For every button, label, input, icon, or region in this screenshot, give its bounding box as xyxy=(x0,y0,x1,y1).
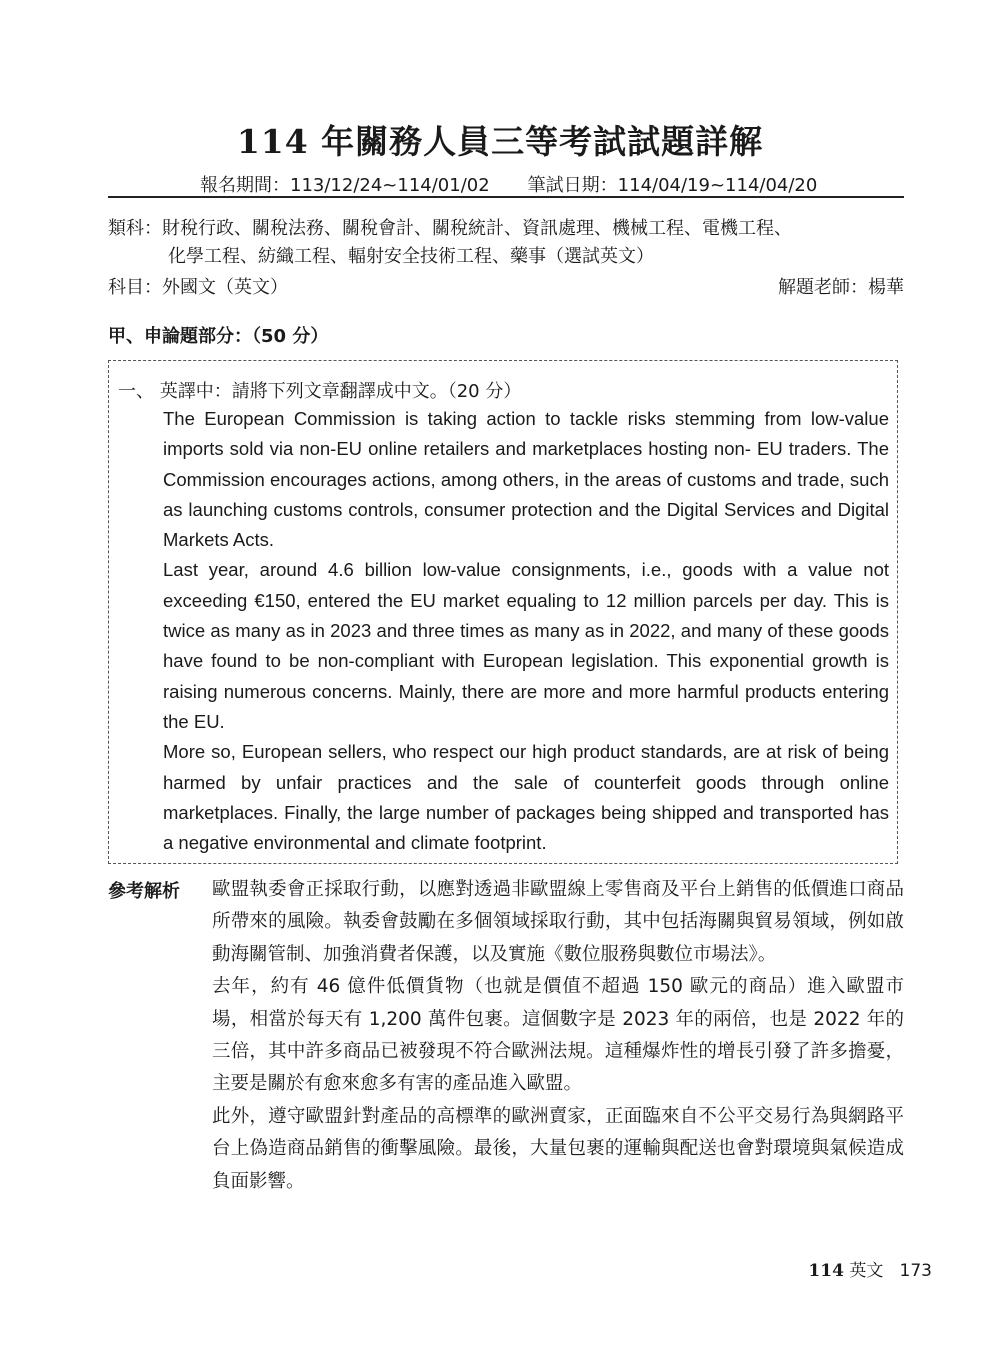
answer-paragraph: 歐盟執委會正採取行動，以應對透過非歐盟線上零售商及平台上銷售的低價進口商品所帶來的風險。執委會鼓勵在多個領域採取行動，其中包括海關與貿易領域，例如啟動海關管制、加強消費者保護，以及實施《數位服務與數位市場法》。 xyxy=(212,879,904,965)
page-footer xyxy=(808,1256,932,1281)
category-line-2: 化學工程、紡織工程、輻射安全技術工程、藥事（選試英文） xyxy=(168,246,654,267)
page-number: 173 xyxy=(899,1261,932,1281)
answer-text xyxy=(212,874,904,1198)
subject-label: 科目：外國文（英文） xyxy=(108,277,288,298)
written-exam-dates: 筆試日期：114/04/19~114/04/20 xyxy=(527,175,818,196)
question-paragraph: Last year, around 4.6 billion low-value consignments, i.e., goods with a value not exceeding €150, entered the EU market equaling to 12 million parcels per day. This is twice as many as in 2023 and three times as many as in 2022, and many of these goods have found to be non-compliant with European legislation. This exponential growth is raising numerous concerns. Mainly, there are more and more harmful products entering the EU. xyxy=(163,559,889,732)
registration-period: 報名期間：113/12/24~114/01/02 xyxy=(200,175,490,196)
answer-paragraph: 此外，遵守歐盟針對產品的高標準的歐洲賣家，正面臨來自不公平交易行為與網路平台上偽造商品銷售的衝擊風險。最後，大量包裹的運輸與配送也會對環境與氣候造成負面影響。 xyxy=(212,1105,904,1192)
page-title: 114 年關務人員三等考試試題詳解 xyxy=(236,122,764,161)
answer-label: 參考解析 xyxy=(108,881,180,902)
question-text xyxy=(163,404,889,858)
category-line-1: 類科：財稅行政、關稅法務、關稅會計、關稅統計、資訊處理、機械工程、電機工程、 xyxy=(108,218,792,239)
footer-year: 114 xyxy=(808,1261,844,1281)
header-divider xyxy=(108,196,904,198)
answer-paragraph: 去年，約有 46 億件低價貨物（也就是價值不超過 150 歐元的商品）進入歐盟市場，相當於每天有 1,200 萬件包裹。這個數字是 2023 年的兩倍，也是 2022 年的三倍，其中許多商品已被發現不符合歐洲法規。這種爆炸性的增長引發了許多擔憂，主要是關於有愈來愈多有害的產品進入歐盟。 xyxy=(212,976,904,1095)
section-title: 甲、申論題部分：（50 分） xyxy=(108,326,329,347)
footer-subject: 英文 xyxy=(849,1261,884,1281)
exam-dates xyxy=(200,171,817,197)
question-paragraph: More so, European sellers, who respect our high product standards, are at risk of being harmed by unfair practices and the sale of counterfeit goods through online marketplaces. Finally, the large number of packages being shipped and transported has a negative environmental and climate footprint. xyxy=(163,741,889,854)
category-block xyxy=(108,215,792,271)
question-heading: 一、 英譯中：請將下列文章翻譯成中文。（20 分） xyxy=(118,381,522,402)
teacher-label: 解題老師：楊華 xyxy=(778,277,904,298)
question-paragraph: The European Commission is taking action to tackle risks stemming from low-value imports sold via non-EU online retailers and marketplaces hosting non- EU traders. The Commission encourages actions, among others, in the areas of customs and trade, such as launching customs controls, consumer protection and the Digital Services and Digital Markets Acts. xyxy=(163,408,889,551)
